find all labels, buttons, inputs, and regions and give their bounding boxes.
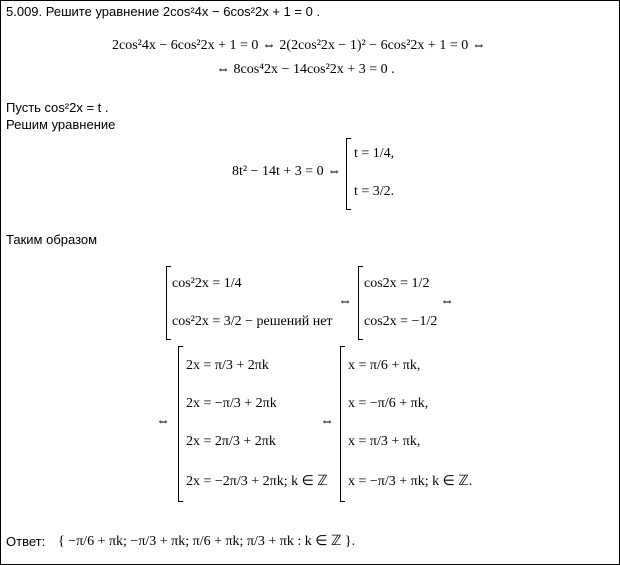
col-a-row-1: 2x = π/3 + 2πk: [186, 358, 269, 373]
col-b-row-4: x = −π/3 + πk; k ∈ ℤ.: [348, 474, 473, 489]
equiv-arrow-2: ⇔: [440, 294, 454, 309]
quadratic-equation: 8t² − 14t + 3 = 0 ⇔: [232, 164, 342, 179]
root-2: t = 3/2.: [354, 184, 395, 199]
equiv-arrow-3: ⇔: [156, 414, 170, 429]
problem-statement: [6, 4, 320, 20]
conclusion-label: Таким образом: [6, 232, 98, 247]
derivation-line-2: ⇔ 8cos⁴2x − 14cos²2x + 3 = 0 .: [216, 62, 395, 77]
col-a-row-2: 2x = −π/3 + 2πk: [186, 396, 277, 411]
problem-label: Решите уравнение: [45, 4, 160, 19]
col-b-row-3: x = π/3 + πk,: [348, 434, 421, 449]
solve-label: Решим уравнение: [6, 117, 116, 132]
col-b-bracket: [340, 346, 345, 502]
substitution-text: Пусть cos²2x = t .: [6, 100, 109, 115]
result-1: cos2x = 1/2: [364, 276, 430, 291]
answer-set: { −π/6 + πk; −π/3 + πk; π/6 + πk; π/3 + πk : k ∈ ℤ }.: [58, 534, 356, 549]
problem-equation: 2cos²4x − 6cos²2x + 1 = 0 .: [162, 4, 321, 19]
col-a-bracket: [178, 346, 183, 502]
equiv-arrow-4: ⇔: [320, 414, 334, 429]
col-a-row-3: 2x = 2π/3 + 2πk: [186, 434, 276, 449]
cases-bracket: [166, 266, 171, 340]
results-bracket: [358, 266, 363, 340]
col-b-row-2: x = −π/6 + πk,: [348, 396, 429, 411]
col-a-row-4: 2x = −2π/3 + 2πk; k ∈ ℤ: [186, 474, 328, 489]
case-2: cos²2x = 3/2 − решений нет: [172, 314, 333, 329]
equiv-arrow-1: ⇔: [338, 294, 352, 309]
derivation-line-1: 2cos²4x − 6cos²2x + 1 = 0 ⇔ 2(2cos²2x − 1)² − 6cos²2x + 1 = 0 ⇔: [112, 38, 486, 53]
answer-label: Ответ:: [6, 534, 46, 549]
case-1: cos²2x = 1/4: [172, 276, 242, 291]
col-b-row-1: x = π/6 + πk,: [348, 358, 421, 373]
result-2: cos2x = −1/2: [364, 314, 438, 329]
problem-number: 5.009.: [6, 4, 43, 19]
roots-bracket: [346, 138, 351, 210]
root-1: t = 1/4,: [354, 146, 395, 161]
